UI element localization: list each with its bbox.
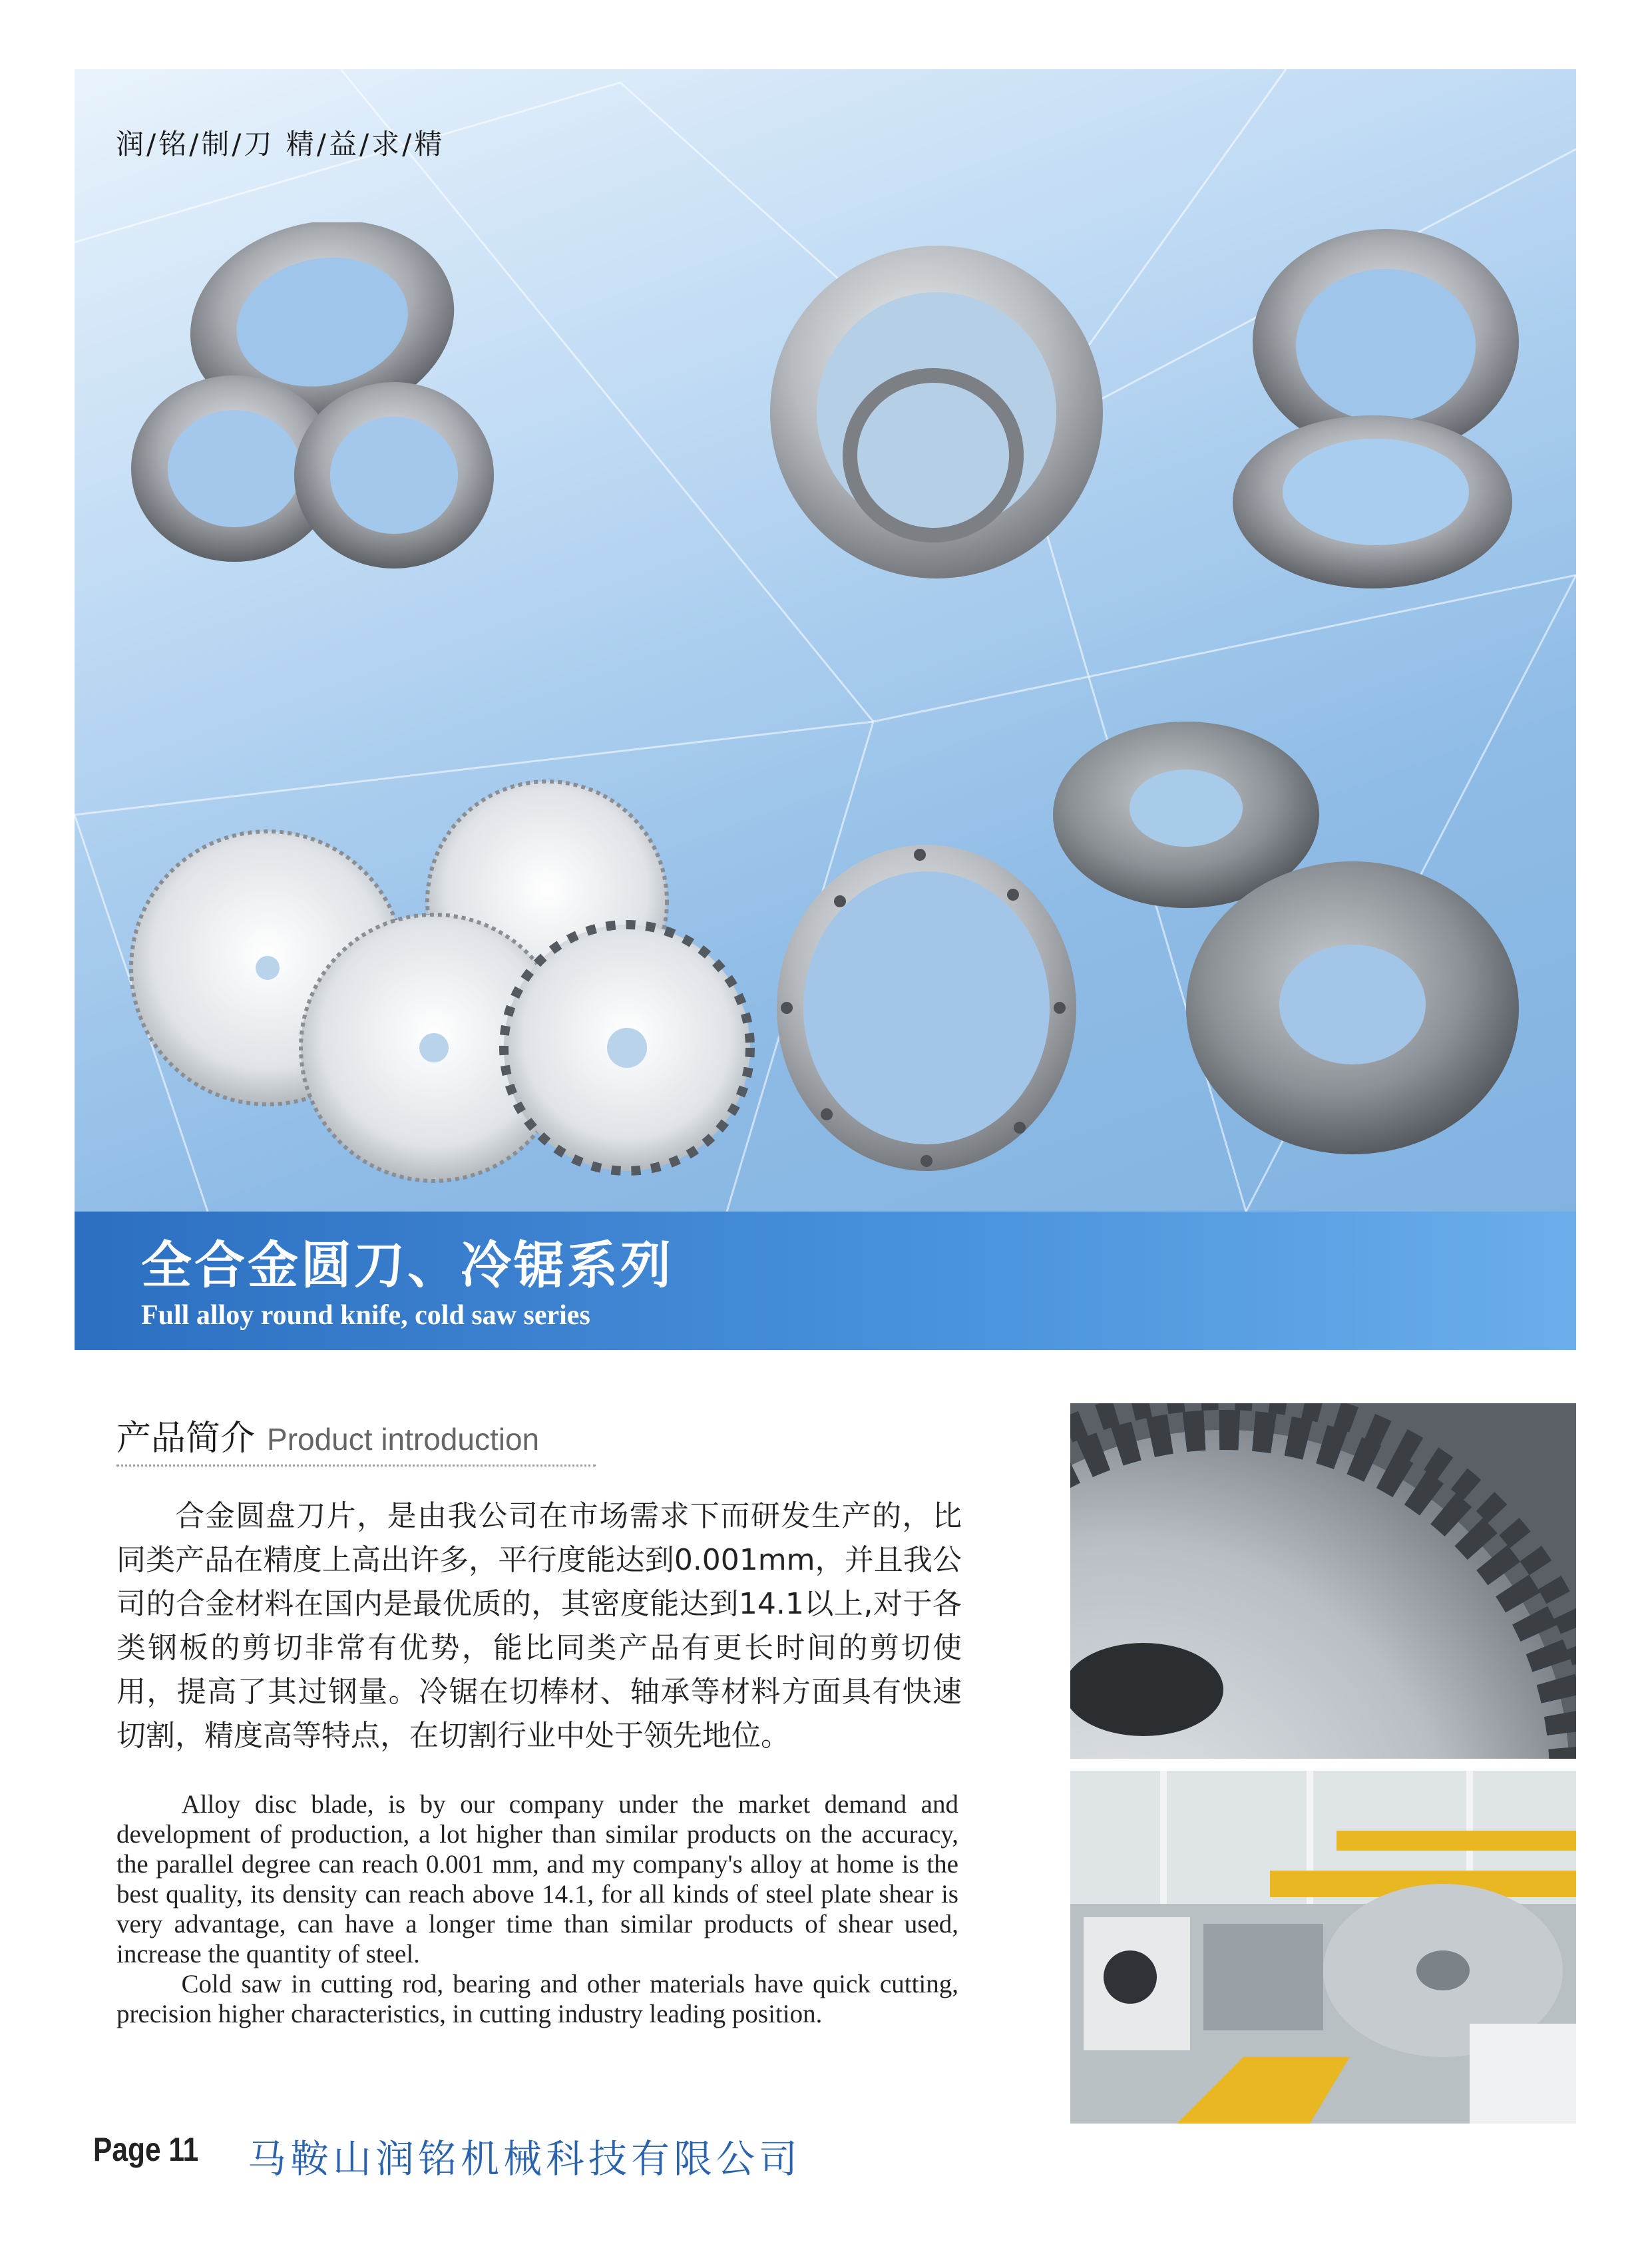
ring-knife-group-left — [128, 222, 501, 568]
intro-body-en — [116, 1789, 958, 2029]
circular-blade-with-ring — [753, 236, 1126, 595]
banner-title-cn: 全合金圆刀、冷锯系列 — [141, 1236, 674, 1295]
tagline: 润/铭/制/刀 精/益/求/精 — [116, 128, 445, 160]
intro-paragraph-en-1: Alloy disc blade, is by our company under the market demand and development of production, a lot higher than similar products on the accuracy, the parallel degree can reach 0.001 mm, and my company's alloy at home is the best quality, its density can reach above 14.1, for all kinds of steel plate shear is very advantage, can have a longer time than similar products of shear used, increase the quantity of steel. — [116, 1790, 958, 1968]
intro-heading-cn: 产品简介 — [116, 1419, 256, 1459]
cold-saw-rings — [1046, 702, 1576, 1194]
hero-panel — [75, 69, 1576, 1350]
intro-body-cn — [116, 1494, 962, 1758]
bearing-ring — [767, 835, 1086, 1181]
intro-paragraph-en-2: Cold saw in cutting rod, bearing and other materials have quick cutting, precision higher characteristics, in cutting industry leading position. — [116, 1970, 958, 2028]
page-number: Page 11 — [93, 2131, 199, 2168]
intro-heading — [116, 1410, 539, 1460]
saw-blade-group — [114, 775, 780, 1201]
banner-title-en: Full alloy round knife, cold saw series — [141, 1300, 590, 1331]
saw-closeup-photo — [1070, 1403, 1576, 1759]
intro-heading-en: Product introduction — [267, 1422, 540, 1457]
factory-line-photo — [1070, 1771, 1576, 2124]
ring-knife-group-right — [1219, 222, 1539, 595]
intro-paragraph-cn: 合金圆盘刀片，是由我公司在市场需求下而研发生产的，比同类产品在精度上高出许多，平行度能达到0.001mm，并且我公司的合金材料在国内是最优质的，其密度能达到14.1以上,对于各类钢板的剪切非常有优势，能比同类产品有更长时间的剪切使用，提高了其过钢量。冷锯在切棒材、轴承等材料方面具有快速切割，精度高等特点，在切割行业中处于领先地位。 — [116, 1499, 962, 1753]
company-name: 马鞍山润铭机械科技有限公司 — [248, 2136, 802, 2181]
heading-divider — [116, 1465, 596, 1467]
